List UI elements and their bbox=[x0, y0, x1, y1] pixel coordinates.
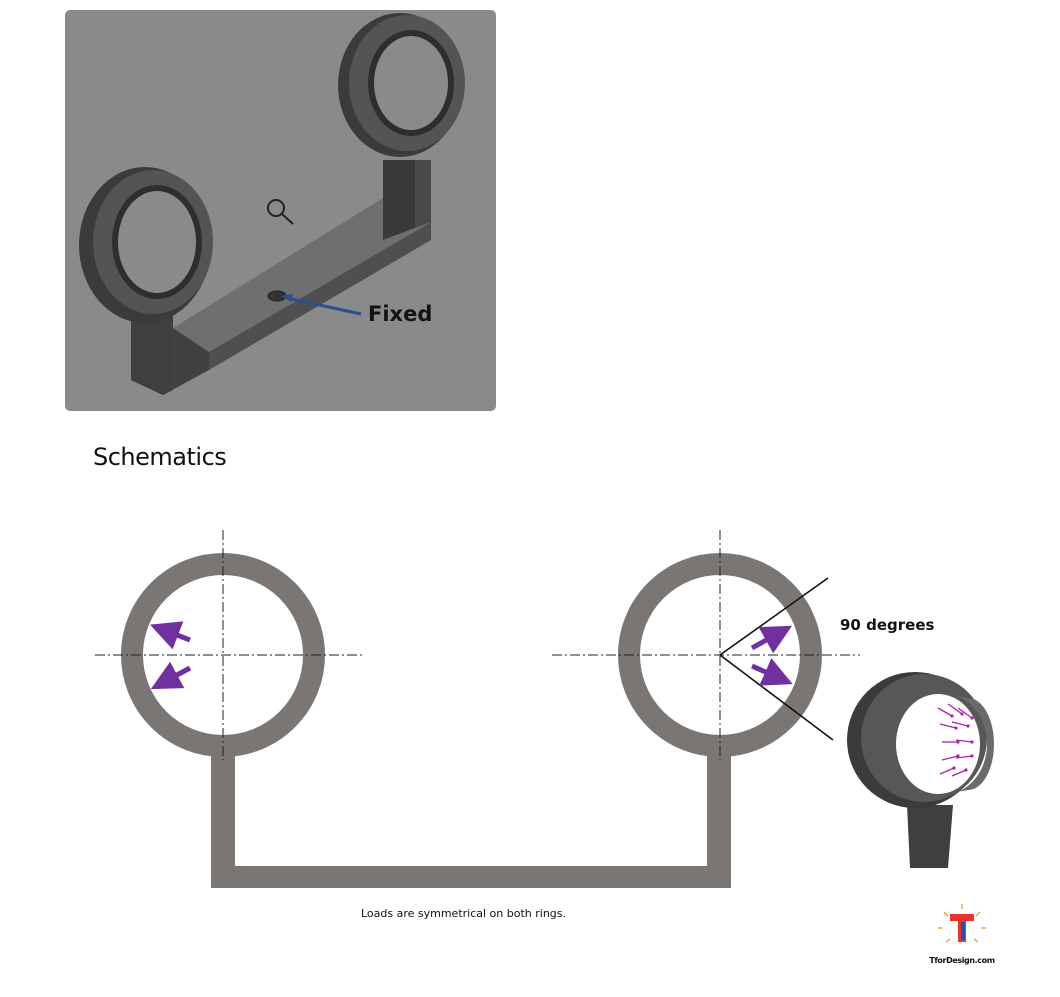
load-arrow-left-lower bbox=[164, 668, 190, 682]
bottom-bar bbox=[211, 866, 731, 888]
section-title: Schematics bbox=[93, 443, 227, 471]
right-post bbox=[383, 160, 415, 240]
load-arrow-right-lower bbox=[752, 666, 779, 678]
svg-text:T: T bbox=[960, 948, 964, 953]
angle-label: 90 degrees bbox=[840, 616, 935, 634]
part-render bbox=[65, 10, 496, 411]
load-arrow-right-upper bbox=[752, 633, 779, 648]
part-3d-view bbox=[65, 10, 496, 411]
load-arrow-left-upper bbox=[164, 630, 190, 640]
magnifier-icon[interactable] bbox=[268, 200, 293, 224]
logo-mark bbox=[926, 902, 998, 958]
logo-text[interactable]: TforDesign.com bbox=[929, 956, 995, 965]
ring-load-inset bbox=[847, 672, 994, 868]
logo bbox=[926, 902, 998, 968]
fixed-label: Fixed bbox=[368, 302, 433, 326]
schematic-drawing bbox=[0, 500, 1060, 900]
caption: Loads are symmetrical on both rings. bbox=[360, 907, 567, 920]
left-post bbox=[131, 310, 173, 395]
